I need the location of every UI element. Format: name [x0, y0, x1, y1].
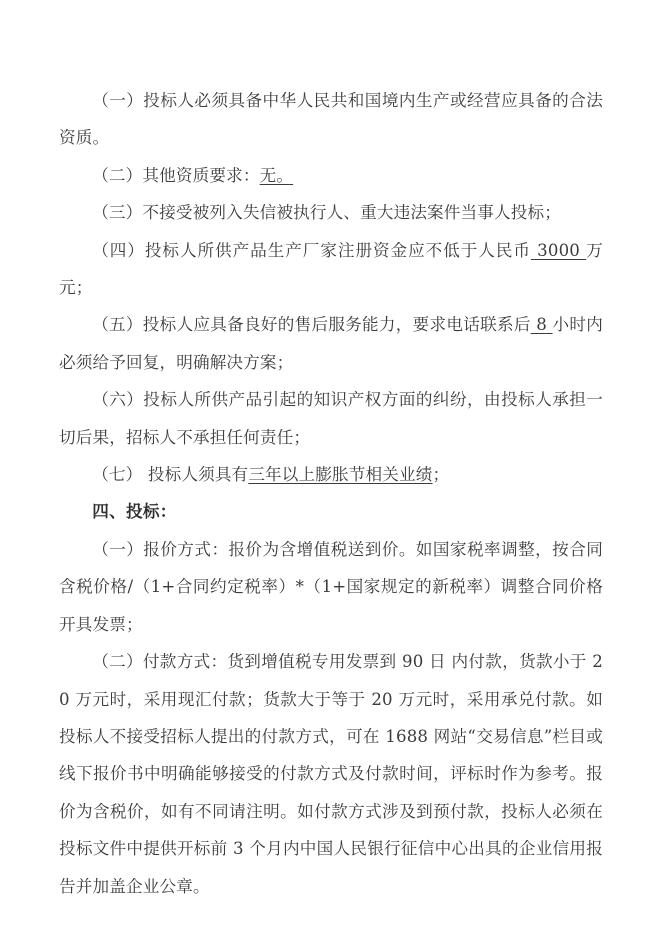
text-run: （一）报价方式：报价为含增值税送到价。如国家税率调整，按合同含税价格/（1+合同约定税率）*（1+国家规定的新税率）调整合同价格开具发票；	[59, 539, 603, 634]
text-run: 四、投标：	[92, 501, 177, 522]
document-paragraph	[59, 82, 603, 157]
text-run: （四）投标人所供产品生产厂家注册资金应不低于人民币	[92, 240, 531, 260]
underlined-fill-value: 三年以上膨胀节相关业绩	[248, 465, 433, 485]
document-body	[59, 82, 603, 905]
text-run: 小时内必须给予回复，明确解决方案；	[59, 315, 604, 372]
text-run: ；	[432, 465, 450, 485]
document-paragraph	[59, 194, 603, 231]
document-paragraph	[59, 157, 603, 194]
underlined-fill-value: 无。	[259, 165, 294, 185]
document-paragraph	[59, 381, 603, 456]
underlined-fill-value: 3000	[530, 240, 587, 260]
document-paragraph	[59, 643, 603, 905]
text-run: （五）投标人应具备良好的售后服务能力，要求电话联系后	[92, 315, 531, 335]
section-heading	[59, 493, 603, 530]
text-run: （七） 投标人须具有	[92, 465, 249, 485]
text-run: （二）其他资质要求：	[92, 165, 260, 185]
text-run: （六）投标人所供产品引起的知识产权方面的纠纷，由投标人承担一切后果，招标人不承担任何责任；	[59, 390, 603, 447]
document-paragraph	[59, 531, 603, 643]
document-paragraph	[59, 456, 603, 493]
document-paragraph	[59, 306, 603, 381]
text-run: （三）不接受被列入失信被执行人、重大违法案件当事人投标；	[92, 203, 562, 223]
text-run: （二）付款方式：货到增值税专用发票到 90 日 内付款，货款小于 20 万元时，采用现汇付款；货款大于等于 20 万元时，采用承兑付款。如投标人不接受招标人提出的付款方式，可在 1688 网站“交易信息”栏目或线下报价书中明确能够接受的付款方式及付款时间，评标时作为参考。报价为含税价，如有不同请注明。如付款方式涉及到预付款，投标人必须在投标文件中提供开标前 3 个月内中国人民银行征信中心出具的企业信用报告并加盖企业公章。	[59, 652, 603, 896]
text-run: （一）投标人必须具备中华人民共和国境内生产或经营应具备的合法资质。	[59, 91, 603, 148]
text-run: 万元；	[59, 240, 603, 298]
underlined-fill-value: 8	[530, 315, 553, 335]
document-paragraph	[59, 232, 603, 307]
